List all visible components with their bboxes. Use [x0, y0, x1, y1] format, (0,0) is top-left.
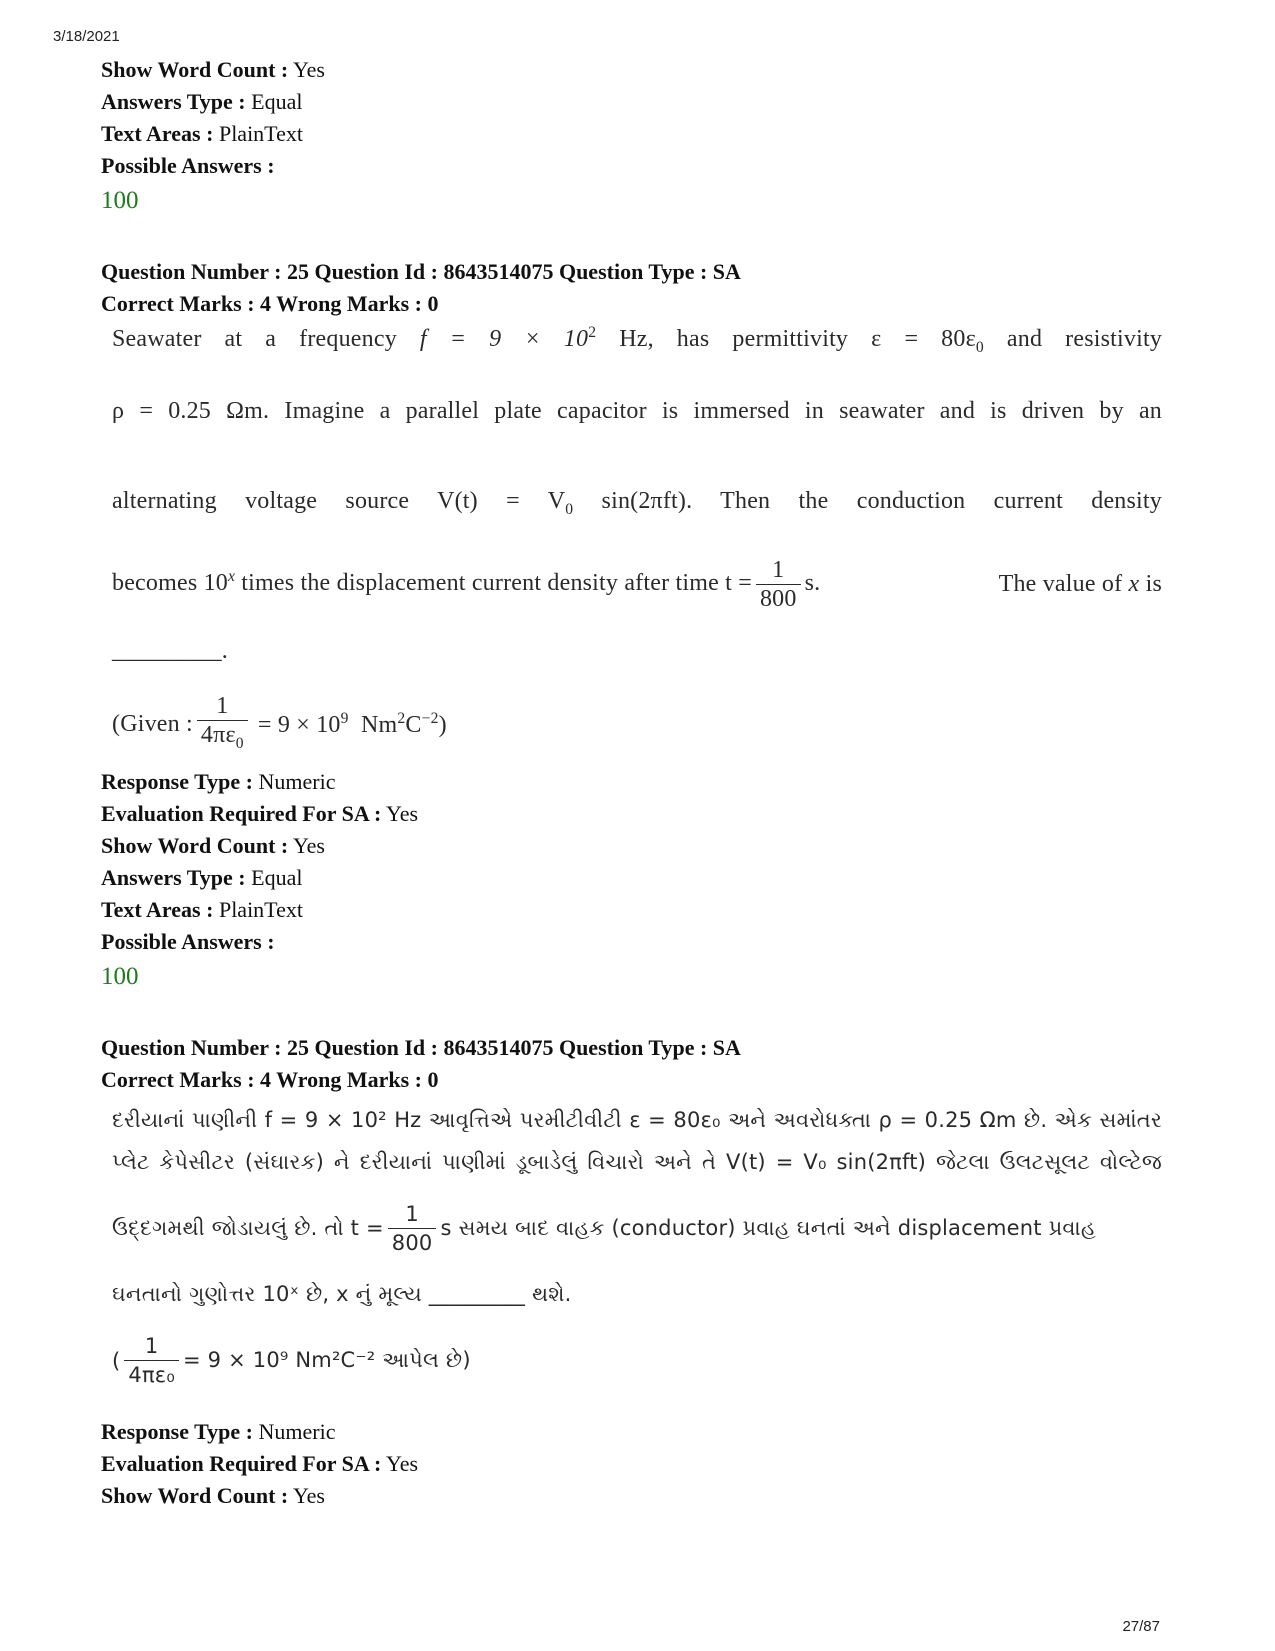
text-run — [999, 571, 1162, 598]
question-header — [101, 1032, 741, 1096]
math-text: ε = 80ε — [871, 326, 976, 352]
question-line: દરીયાનાં પાણીની f = 9 × 10² Hz આવૃત્તિએ પરમીટીવીટી ε = 80ε₀ અને અવરોધક્તા ρ = 0.25 Ωm છે. એક સમાંતર — [112, 1108, 1162, 1132]
meta-label: Evaluation Required For SA : — [101, 801, 382, 826]
question-line — [112, 488, 1162, 519]
fraction-numerator: 1 — [197, 692, 248, 721]
meta-label: Response Type : — [101, 769, 253, 794]
given-line — [112, 1332, 1162, 1389]
math-sup: 2 — [588, 324, 597, 341]
math-sub: 0 — [235, 734, 244, 752]
meta-row — [101, 894, 418, 926]
meta-label: Text Areas : — [101, 121, 214, 146]
text-run: ઉદ્દગમથી જોડાયલું છે. તો t = — [112, 1216, 384, 1240]
meta-row — [101, 86, 325, 118]
meta-label: Answers Type : — [101, 865, 246, 890]
math-sup: 9 — [340, 710, 349, 728]
fraction — [388, 1200, 437, 1257]
math-text: Nm — [361, 712, 398, 739]
question-header — [101, 256, 741, 320]
fraction — [756, 556, 801, 613]
given-line — [112, 692, 1162, 758]
meta-value: Equal — [245, 865, 303, 890]
math-sup: x — [227, 568, 236, 586]
question-body-english — [112, 320, 1162, 770]
question-line: પ્લેટ કેપેસીટર (સંઘારક) ને દરીયાનાં પાણીમાં ડૂબાડેલું વિચારો અને તે V(t) = V₀ sin(2πft) જેટલા ઉલટસૂલટ વોલ્ટેજ — [112, 1150, 1162, 1174]
meta-value: Numeric — [252, 769, 336, 794]
text-run: s સમય બાદ વાહક (conductor) પ્રવાહ ઘનતાં અને displacement પ્રવાહ — [440, 1216, 1096, 1240]
math-sub: 0 — [565, 500, 574, 518]
meta-value: Yes — [288, 57, 325, 82]
answer-blank: _________. — [112, 638, 228, 664]
meta-row — [101, 862, 418, 894]
math-text: x — [1128, 571, 1140, 597]
question-line: ρ = 0.25 Ωm. Imagine a parallel plate capacitor is immersed in seawater and is driven by an — [112, 398, 1162, 424]
math-sub: 0 — [975, 338, 984, 356]
text-run: The value of — [998, 571, 1123, 597]
math-sup: −2 — [421, 710, 439, 728]
text-run: is — [1145, 571, 1162, 597]
meta-row — [101, 54, 325, 86]
fraction-denominator — [197, 721, 248, 758]
question-line — [112, 1200, 1162, 1257]
question-meta-line: Question Number : 25 Question Id : 8643514075 Question Type : SA — [101, 259, 741, 284]
math-text: f = 9 × 10 — [419, 326, 589, 352]
meta-label: Show Word Count : — [101, 57, 289, 82]
math-run — [420, 326, 596, 352]
meta-value: Numeric — [252, 1419, 336, 1444]
fraction-denominator: 4πε₀ — [128, 1363, 175, 1387]
fraction — [124, 1332, 179, 1389]
question-line — [112, 324, 1162, 357]
print-date: 3/18/2021 — [53, 28, 120, 45]
meta-row — [101, 150, 325, 182]
page-number: 27/87 — [1122, 1618, 1160, 1635]
math-run — [252, 710, 447, 739]
text-run: s. — [804, 570, 821, 597]
meta-row — [101, 798, 418, 830]
meta-row — [101, 1480, 418, 1512]
text-run: (Given : — [112, 711, 193, 738]
meta-value: PlainText — [213, 897, 303, 922]
text-run: and resistivity — [1006, 326, 1163, 352]
text-run: ( — [112, 1348, 121, 1373]
meta-row — [101, 830, 418, 862]
text-run: becomes 10 — [112, 570, 228, 597]
fraction-numerator: 1 — [124, 1332, 179, 1361]
question-meta-line: Question Number : 25 Question Id : 8643514075 Question Type : SA — [101, 1035, 741, 1060]
meta-value: Yes — [381, 1451, 419, 1476]
math-text: = 9 × 10 — [257, 712, 341, 739]
fraction-denominator: 800 — [759, 586, 797, 612]
meta-row — [101, 766, 418, 798]
meta-value: Yes — [288, 833, 325, 858]
question-marks-line: Correct Marks : 4 Wrong Marks : 0 — [101, 291, 439, 316]
meta-label: Response Type : — [101, 1419, 253, 1444]
math-text: t = — [725, 570, 752, 597]
math-text: alternating voltage source V(t) = V — [112, 488, 566, 514]
text-run: = 9 × 10⁹ Nm²C⁻² આપેલ છે) — [182, 1348, 471, 1372]
meta-value: Yes — [288, 1483, 325, 1508]
question-body-gujarati — [112, 1096, 1162, 1406]
meta-label: Evaluation Required For SA : — [101, 1451, 382, 1476]
question-line — [112, 556, 1162, 613]
meta-label: Answers Type : — [101, 89, 246, 114]
meta-value: Equal — [245, 89, 303, 114]
fraction-denominator: 800 — [391, 1231, 433, 1255]
text-run: Hz, has permittivity — [619, 326, 849, 352]
math-text: ) — [438, 712, 447, 739]
possible-answer: 100 — [101, 963, 139, 990]
question-line: ઘનતાનો ગુણોત્તર 10ˣ છે, x નું મૂલ્ય _________ થશે. — [112, 1282, 572, 1306]
possible-answer: 100 — [101, 187, 139, 214]
meta-row — [101, 1416, 418, 1448]
fraction — [197, 692, 248, 758]
meta-row — [101, 1448, 418, 1480]
math-sup: 2 — [397, 710, 406, 728]
meta-row — [101, 118, 325, 150]
fraction-numerator: 1 — [756, 556, 801, 585]
fraction-numerator: 1 — [388, 1200, 437, 1229]
question-marks-line: Correct Marks : 4 Wrong Marks : 0 — [101, 1067, 439, 1092]
math-run — [112, 488, 574, 518]
math-run — [871, 326, 984, 356]
meta-value: Yes — [381, 801, 419, 826]
response-metadata — [101, 1416, 418, 1512]
text-run: sin(2πft). Then the conduction current density — [601, 488, 1162, 514]
meta-label: Text Areas : — [101, 897, 214, 922]
top-metadata — [101, 54, 325, 218]
text-run: times the displacement current density after time — [241, 570, 719, 597]
response-metadata — [101, 766, 418, 994]
meta-row — [101, 926, 418, 958]
meta-label: Show Word Count : — [101, 833, 289, 858]
meta-label: Possible Answers : — [101, 153, 275, 178]
meta-value: PlainText — [213, 121, 303, 146]
text-run — [112, 556, 820, 613]
math-text: C — [405, 712, 422, 739]
meta-label: Show Word Count : — [101, 1483, 289, 1508]
text-run: Seawater at a frequency — [112, 326, 397, 352]
math-text: 4πε — [200, 722, 236, 748]
meta-label: Possible Answers : — [101, 929, 275, 954]
